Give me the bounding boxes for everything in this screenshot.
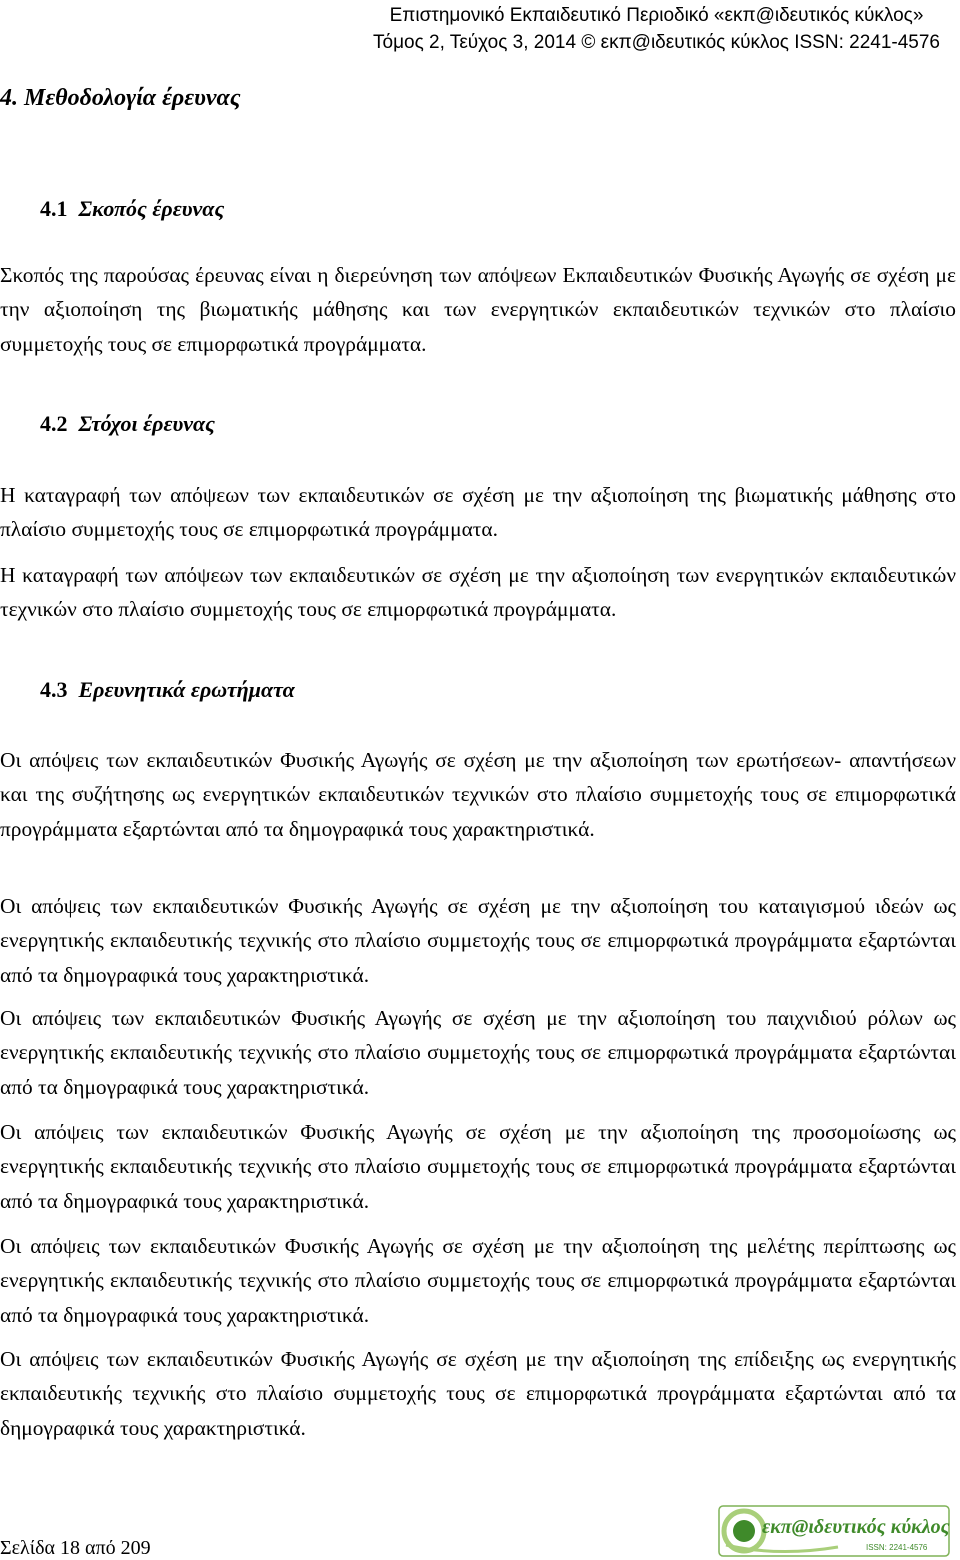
paragraph: Οι απόψεις των εκπαιδευτικών Φυσικής Αγωγής σε σχέση με την αξιοποίηση της προσομοίωσης ως ενεργητικής εκπαιδευτικής τεχνικής στο πλαίσιο συμμετοχής τους σε επιμορφωτικά προγράμματα εξαρτώνται από τα δημογραφικά τους χαρακτηριστικά. [0,1120,956,1213]
paragraph: Η καταγραφή των απόψεων των εκπαιδευτικών σε σχέση με την αξιοποίηση των ενεργητικών εκπαιδευτικών τεχνικών στο πλαίσιο συμμετοχής τους σε επιμορφωτικά προγράμματα. [0,563,956,622]
page-number: Σελίδα 18 από 209 [0,1537,151,1559]
subsection-heading-4-1 [40,196,224,222]
paragraph: Οι απόψεις των εκπαιδευτικών Φυσικής Αγωγής σε σχέση με την αξιοποίηση των ερωτήσεων- απαντήσεων και της συζήτησης ως ενεργητικών εκπαιδευτικών τεχνικών στο πλαίσιο συμμετοχής τους σε επιμορφωτικά προγράμματα εξαρτώνται από τα δημογραφικά τους χαρακτηριστικά. [0,748,956,841]
subsection-title: Σκοπός έρευνας [78,196,225,221]
journal-logo [718,1505,950,1557]
subsection-title: Στόχοι έρευνας [78,411,215,436]
paragraph: Οι απόψεις των εκπαιδευτικών Φυσικής Αγωγής σε σχέση με την αξιοποίηση του παιχνιδιού ρόλων ως ενεργητικής εκπαιδευτικής τεχνικής στο πλαίσιο συμμετοχής τους σε επιμορφωτικά προγράμματα εξαρτώνται από τα δημογραφικά τους χαρακτηριστικά. [0,1006,956,1099]
paragraph: Οι απόψεις των εκπαιδευτικών Φυσικής Αγωγής σε σχέση με την αξιοποίηση της μελέτης περίπτωσης ως ενεργητικής εκπαιδευτικής τεχνικής στο πλαίσιο συμμετοχής τους σε επιμορφωτικά προγράμματα εξαρτώνται από τα δημογραφικά τους χαρακτηριστικά. [0,1234,956,1327]
paragraph: Οι απόψεις των εκπαιδευτικών Φυσικής Αγωγής σε σχέση με την αξιοποίηση της επίδειξης ως ενεργητικής εκπαιδευτικής τεχνικής στο πλαίσιο συμμετοχής τους σε επιμορφωτικά προγράμματα εξαρτώνται από τα δημογραφικά τους χαρακτηριστικά. [0,1347,956,1440]
subsection-number: 4.1 [40,196,68,221]
header-issue-info: Τόμος 2, Τεύχος 3, 2014 © εκπ@ιδευτικός κύκλος ISSN: 2241-4576 [372,32,940,53]
subsection-heading-4-2 [40,411,215,437]
svg-text:εκπ@ιδευτικός κύκλος: εκπ@ιδευτικός κύκλος [762,1516,950,1538]
subsection-number: 4.2 [40,411,68,436]
header-journal-title: Επιστημονικό Εκπαιδευτικό Περιοδικό «εκπ@ιδευτικός κύκλος» [389,5,924,26]
subsection-title: Ερευνητικά ερωτήματα [78,677,295,702]
svg-text:ISSN: 2241-4576: ISSN: 2241-4576 [866,1543,928,1552]
paragraph: Η καταγραφή των απόψεων των εκπαιδευτικών σε σχέση με την αξιοποίηση της βιωματικής μάθησης στο πλαίσιο συμμετοχής τους σε επιμορφωτικά προγράμματα. [0,483,956,542]
section-title: 4. Μεθοδολογία έρευνας [0,85,241,111]
subsection-heading-4-3 [40,677,295,703]
journal-header [373,2,940,56]
paragraph: Οι απόψεις των εκπαιδευτικών Φυσικής Αγωγής σε σχέση με την αξιοποίηση του καταιγισμού ιδεών ως ενεργητικής εκπαιδευτικής τεχνικής στο πλαίσιο συμμετοχής τους σε επιμορφωτικά προγράμματα εξαρτώνται από τα δημογραφικά τους χαρακτηριστικά. [0,894,956,987]
subsection-number: 4.3 [40,677,68,702]
paragraph: Σκοπός της παρούσας έρευνας είναι η διερεύνηση των απόψεων Εκπαιδευτικών Φυσικής Αγωγής σε σχέση με την αξιοποίηση της βιωματικής μάθησης και των ενεργητικών εκπαιδευτικών τεχνικών στο πλαίσιο συμμετοχής τους σε επιμορφωτικά προγράμματα. [0,263,956,356]
